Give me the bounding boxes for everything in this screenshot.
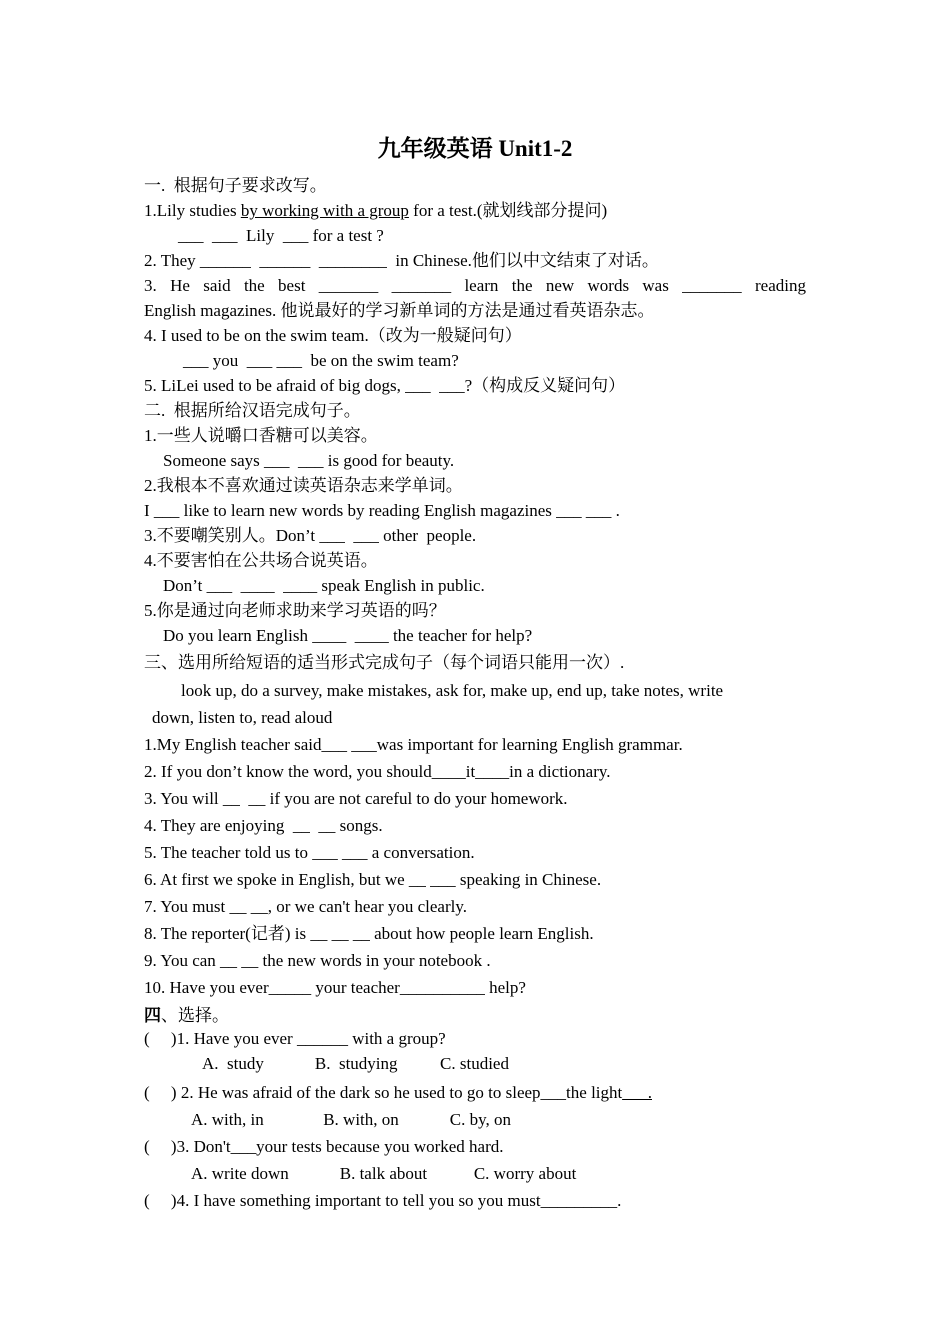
s2-question-2: 2.我根本不喜欢通过读英语杂志来学单词。 <box>144 476 463 495</box>
s4-question-4: ( )4. I have something important to tell you so you must_________. <box>144 1191 622 1210</box>
s1-question-2: 2. They ______ ______ ________ in Chinese.他们以中文结束了对话。 <box>144 251 659 270</box>
s4-q3-options: A. write down B. talk about C. worry about <box>191 1164 577 1183</box>
s3-question-8: 8. The reporter(记者) is __ __ __ about how people learn English. <box>144 924 594 943</box>
s3-question-9: 9. You can __ __ the new words in your notebook . <box>144 951 491 970</box>
s4-q2-text: ( ) 2. He was afraid of the dark so he used to go to sleep___the light <box>144 1083 623 1102</box>
s1-q4-answer-line: ___ you ___ ___ be on the swim team? <box>183 351 459 370</box>
section-3-heading: 三、选用所给短语的适当形式完成句子（每个词语只能用一次）. <box>144 653 625 672</box>
s1-q1-part-b: for a test.(就划线部分提问) <box>408 201 608 220</box>
s3-question-4: 4. They are enjoying __ __ songs. <box>144 816 383 835</box>
s2-q2-answer-line: I ___ like to learn new words by reading English magazines ___ ___ . <box>144 501 620 520</box>
s2-q1-answer-line: Someone says ___ ___ is good for beauty. <box>163 451 455 470</box>
s1-q1-answer-line: ___ ___ Lily ___ for a test ? <box>178 226 384 245</box>
s3-question-2: 2. If you don’t know the word, you should____it____in a dictionary. <box>144 762 611 781</box>
s3-question-1: 1.My English teacher said___ ___was important for learning English grammar. <box>144 735 683 754</box>
s2-question-3: 3.不要嘲笑别人。Don’t ___ ___ other people. <box>144 526 477 545</box>
section-2-heading: 二. 根据所给汉语完成句子。 <box>144 401 361 420</box>
s1-question-4: 4. I used to be on the swim team.（改为一般疑问句） <box>144 326 522 345</box>
s3-question-5: 5. The teacher told us to ___ ___ a conversation. <box>144 843 475 862</box>
s1-question-3-line-1: 3. He said the best _______ _______ learn the new words was _______ reading <box>144 276 806 295</box>
s3-word-bank-line-1: look up, do a survey, make mistakes, ask for, make up, end up, take notes, write <box>181 681 724 700</box>
s2-q5-answer-line: Do you learn English ____ ____ the teacher for help? <box>163 626 533 645</box>
s3-question-6: 6. At first we spoke in English, but we __ ___ speaking in Chinese. <box>144 870 602 889</box>
s1-question-5: 5. LiLei used to be afraid of big dogs, ___ ___?（构成反义疑问句） <box>144 376 626 395</box>
section-4-heading <box>144 1005 229 1027</box>
s4-question-2 <box>144 1082 652 1104</box>
s2-question-5: 5.你是通过向老师求助来学习英语的吗？ <box>144 601 446 620</box>
s3-question-3: 3. You will __ __ if you are not careful to do your homework. <box>144 789 568 808</box>
s4-heading-number: 四 <box>144 1006 161 1025</box>
s3-word-bank-line-2: down, listen to, read aloud <box>152 708 333 727</box>
s1-q1-underlined: by working with a group <box>240 201 409 220</box>
s1-question-3-line-2: English magazines. 他说最好的学习新单词的方法是通过看英语杂志。 <box>144 301 655 320</box>
s4-q2-underlined-blank: ___. <box>622 1083 652 1102</box>
s2-q4-answer-line: Don’t ___ ____ ____ speak English in public. <box>163 576 485 595</box>
s2-question-1: 1.一些人说嚼口香糖可以美容。 <box>144 426 378 445</box>
s1-question-1 <box>144 200 607 222</box>
s4-question-3: ( )3. Don't___your tests because you worked hard. <box>144 1137 504 1156</box>
s3-question-7: 7. You must __ __, or we can't hear you clearly. <box>144 897 468 916</box>
s4-q1-options: A. study B. studying C. studied <box>202 1054 509 1073</box>
s3-question-10: 10. Have you ever_____ your teacher__________ help? <box>144 978 526 997</box>
page-title: 九年级英语 Unit1-2 <box>377 136 573 161</box>
section-1-heading: 一. 根据句子要求改写。 <box>144 176 327 195</box>
s4-question-1: ( )1. Have you ever ______ with a group? <box>144 1029 446 1048</box>
s2-question-4: 4.不要害怕在公共场合说英语。 <box>144 551 378 570</box>
s4-q2-options: A. with, in B. with, on C. by, on <box>191 1110 512 1129</box>
s1-q1-part-a: 1.Lily studies <box>144 201 241 220</box>
s4-heading-text: 、选择。 <box>161 1006 229 1025</box>
